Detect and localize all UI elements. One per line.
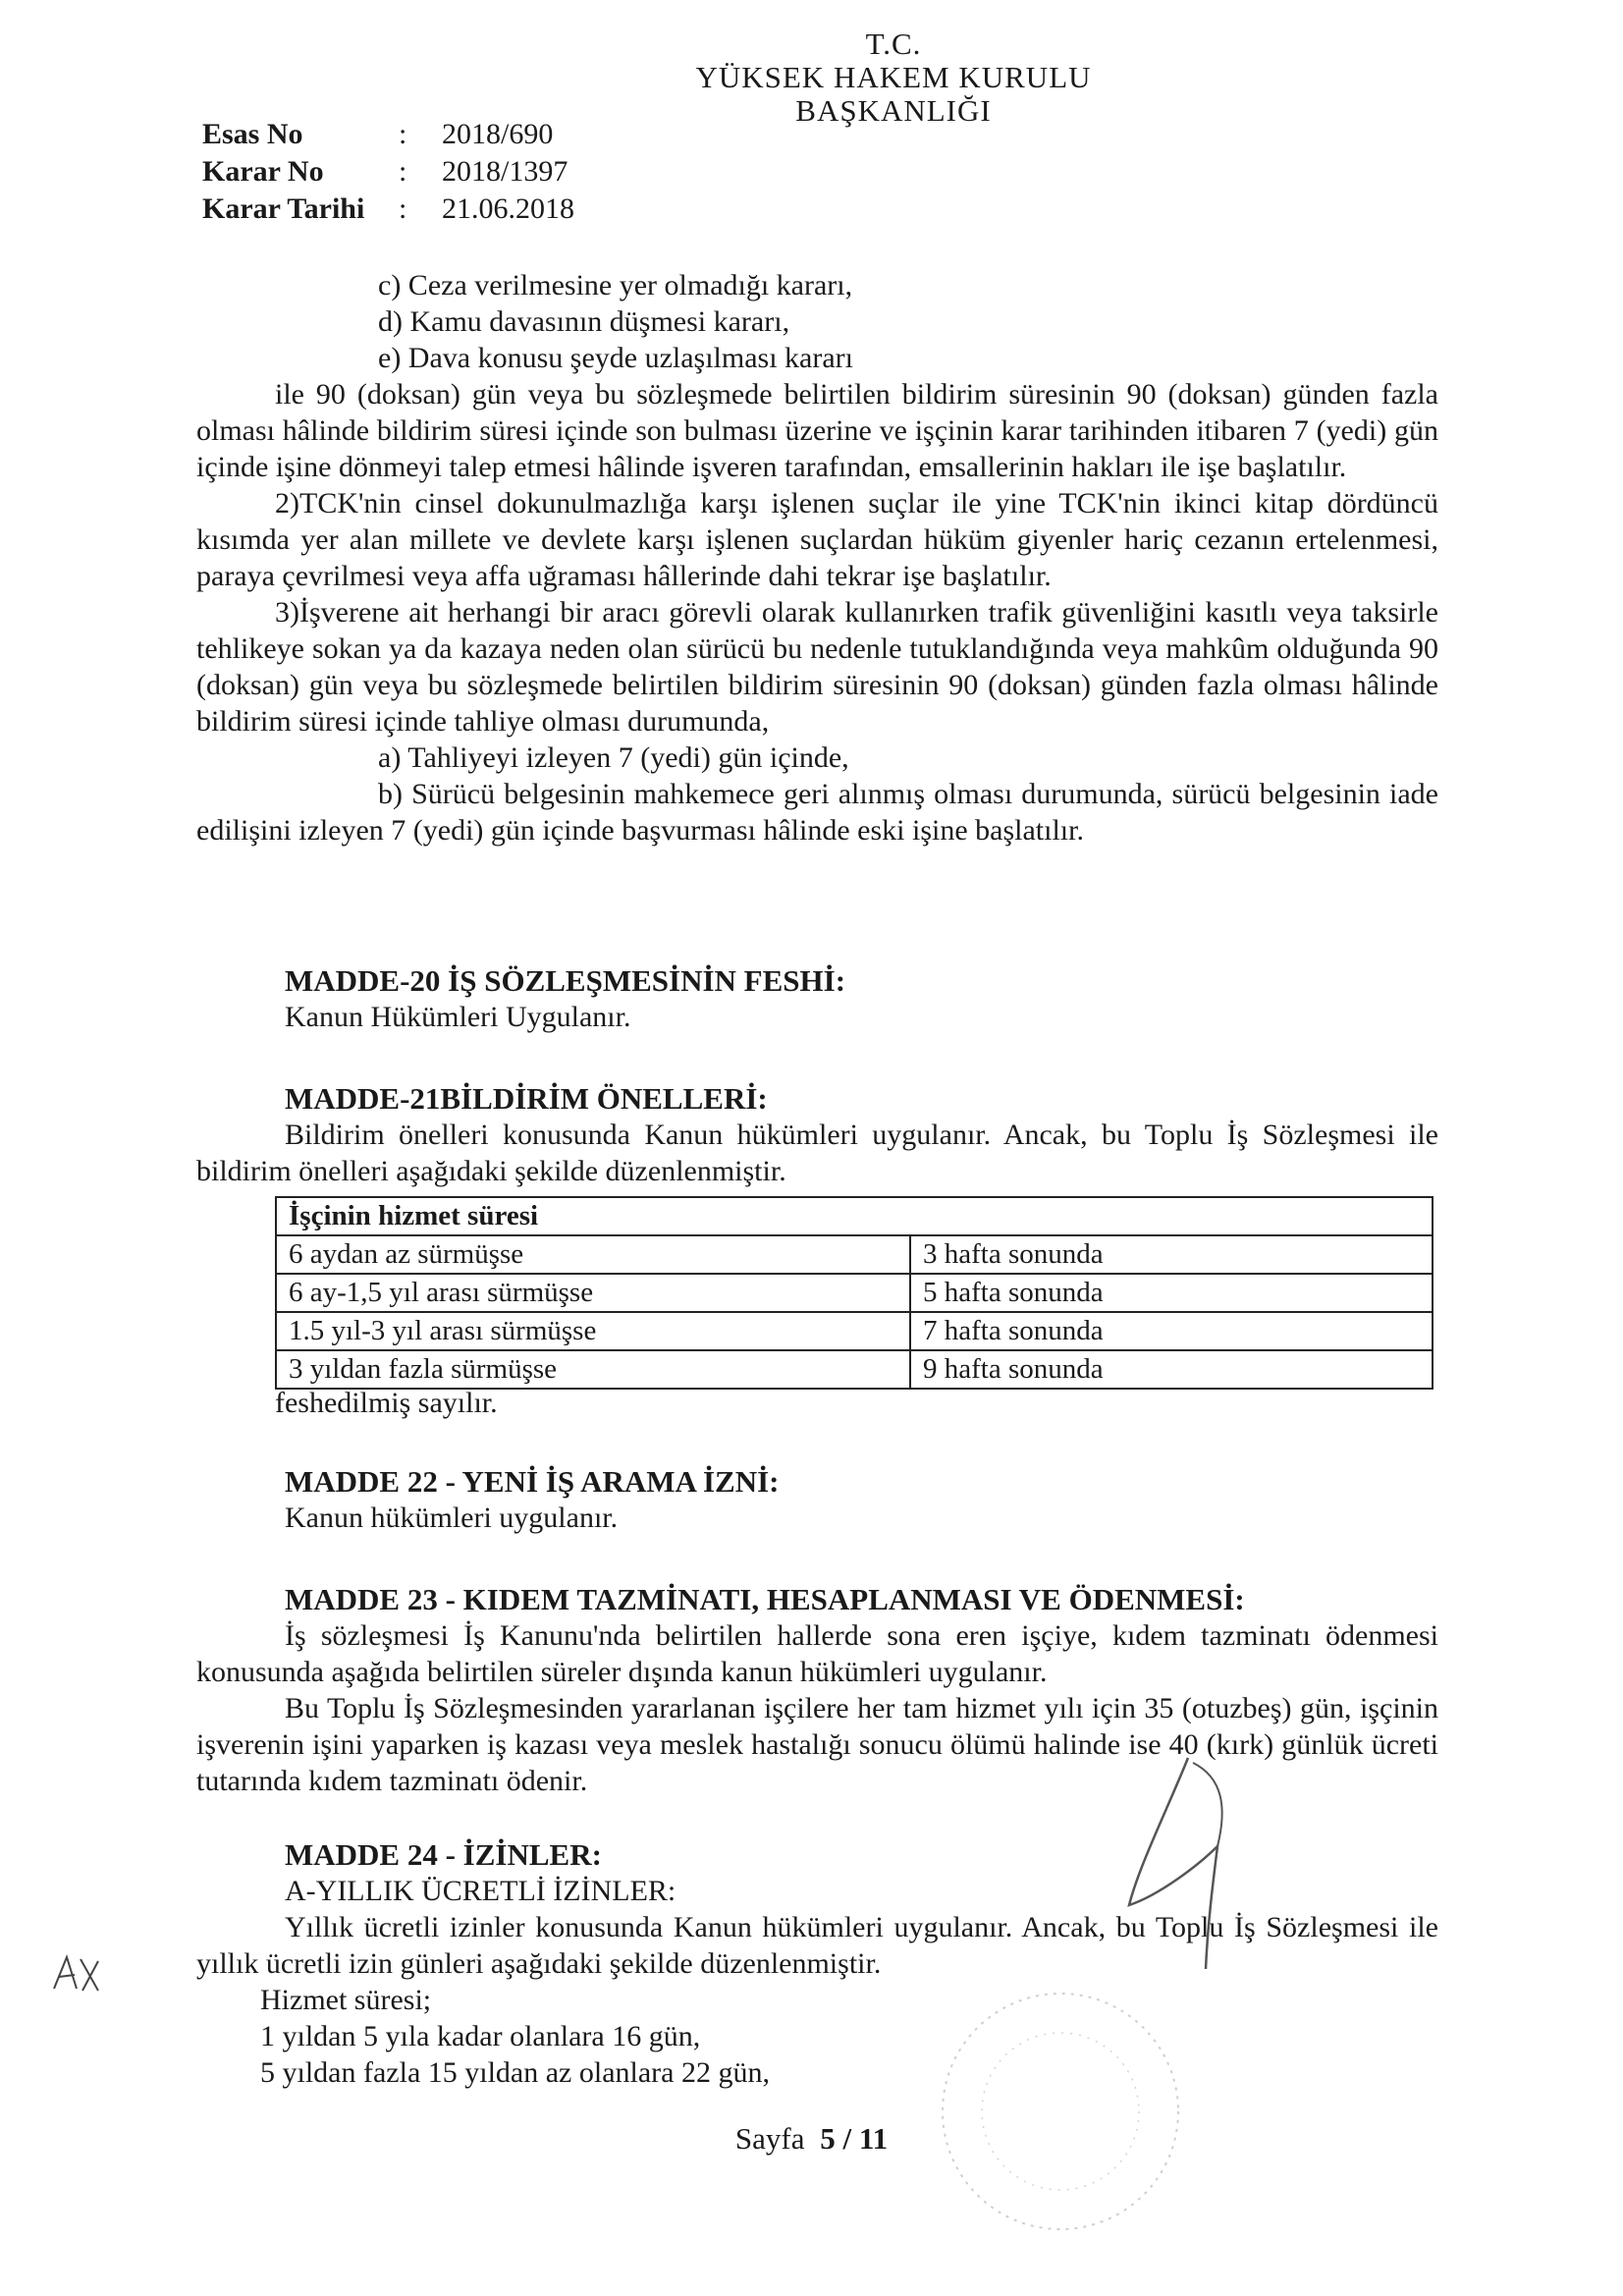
madde-20-text: Kanun Hükümleri Uygulanır.: [285, 1001, 631, 1033]
item-a: a) Tahliyeyi izleyen 7 (yedi) gün içinde,: [378, 741, 849, 774]
table-cell-sure: 6 ay-1,5 yıl arası sürmüşse: [276, 1274, 910, 1312]
paragraph-1: ile 90 (doksan) gün veya bu sözleşmede belirtilen bildirim süresinin 90 (doksan) günden fazla olması hâlinde bildirim süresi içinde son bulması üzerine ve işçinin karar tarihinden itibaren 7 (yedi) gün içinde işine dönmeyi talep etmesi hâlinde işveren tarafından, emsallerinin hakları ile işe başlatılır.: [196, 378, 1438, 483]
madde-23-heading: MADDE 23 - KIDEM TAZMİNATI, HESAPLANMASI VE ÖDENMESİ:: [285, 1582, 1245, 1616]
madde-20-heading: MADDE-20 İŞ SÖZLEŞMESİNİN FESHİ:: [285, 963, 846, 998]
esas-value: 2018/690: [442, 118, 554, 150]
page-number: 5 / 11: [820, 2121, 889, 2156]
madde-22: [196, 1463, 1438, 1536]
table-cell-sure: 6 aydan az sürmüşse: [276, 1235, 910, 1274]
paragraph-3: 3)İşverene ait herhangi bir aracı görevli olarak kullanırken trafik güvenliğini kasıtlı veya taksirle tehlikeye sokan ya da kazaya neden olan sürücü bu nedenle tutuklandığında veya mahkûm olduğunda 90 (doksan) gün veya bu sözleşmede belirtilen bildirim süresinin 90 (doksan) günden fazla olması hâlinde bildirim süresi içinde tahliye olması durumunda,: [196, 596, 1438, 738]
item-d: d) Kamu davasının düşmesi kararı,: [378, 305, 790, 338]
stamp-mark: [923, 1964, 1198, 2259]
table-row: [276, 1350, 1433, 1389]
table-cell-sure: 1.5 yıl-3 yıl arası sürmüşse: [276, 1312, 910, 1350]
footer-label: Sayfa: [734, 2121, 805, 2156]
table-cell-sure: 3 yıldan fazla sürmüşse: [276, 1350, 910, 1389]
tarih-value: 21.06.2018: [442, 192, 574, 225]
madde-21-text: Bildirim önelleri konusunda Kanun hükümleri uygulanır. Ancak, bu Toplu İş Sözleşmesi ile bildirim önelleri aşağıdaki şekilde düzenlenmiştir.: [196, 1119, 1438, 1187]
madde-24-l2: 5 yıldan fazla 15 yıldan az olanlara 22 gün,: [260, 2056, 770, 2089]
esas-label: Esas No: [202, 118, 303, 150]
document-header: [550, 27, 1237, 128]
header-institution: YÜKSEK HAKEM KURULU: [695, 60, 1092, 94]
table-cell-hafta: 5 hafta sonunda: [910, 1274, 1433, 1312]
bildirim-table: [275, 1196, 1434, 1390]
colon: :: [399, 118, 407, 150]
madde-21-after-text: feshedilmiş sayılır.: [275, 1387, 498, 1419]
table-cell-hafta: 3 hafta sonunda: [910, 1235, 1433, 1274]
item-e: e) Dava konusu şeyde uzlaşılması kararı: [378, 342, 853, 374]
madde-21-heading: MADDE-21BİLDİRİM ÖNELLERİ:: [285, 1081, 768, 1116]
madde-24-hizmet: Hizmet süresi;: [260, 1984, 432, 2016]
table-cell-hafta: 9 hafta sonunda: [910, 1350, 1433, 1389]
item-b: b) Sürücü belgesinin mahkemece geri alınmış olması durumunda, sürücü belgesinin iade edilişini izleyen 7 (yedi) gün içinde başvurması hâlinde eski işine başlatılır.: [196, 778, 1438, 847]
table-row: [276, 1235, 1433, 1274]
madde-21: [196, 1080, 1438, 1189]
madde-22-heading: MADDE 22 - YENİ İŞ ARAMA İZNİ:: [285, 1464, 780, 1499]
header-baskanlik: BAŞKANLIĞI: [795, 93, 992, 128]
header-tc: T.C.: [865, 27, 922, 61]
madde-24-l1: 1 yıldan 5 yıla kadar olanlara 16 gün,: [260, 2020, 701, 2052]
colon: :: [399, 192, 407, 225]
colon: :: [399, 155, 407, 188]
case-metadata: [202, 116, 574, 228]
table-cell-hafta: 7 hafta sonunda: [910, 1312, 1433, 1350]
madde-24-sub: A-YILLIK ÜCRETLİ İZİNLER:: [285, 1875, 676, 1907]
table-row: [276, 1312, 1433, 1350]
madde-24-p1: Yıllık ücretli izinler konusunda Kanun hükümleri uygulanır. Ancak, bu Toplu İş Sözleşmesi ile yıllık ücretli izin günleri aşağıdaki şekilde düzenlenmiştir.: [196, 1911, 1438, 1980]
madde-22-text: Kanun hükümleri uygulanır.: [285, 1502, 619, 1534]
table-row: [276, 1274, 1433, 1312]
madde-23-p1: İş sözleşmesi İş Kanunu'nda belirtilen hallerde sona eren işçiye, kıdem tazminatı ödenmesi konusunda aşağıda belirtilen süreler dışında kanun hükümleri uygulanır.: [196, 1619, 1438, 1688]
page-footer: [0, 2121, 1623, 2157]
karar-label: Karar No: [202, 155, 324, 188]
madde-24-heading: MADDE 24 - İZİNLER:: [285, 1837, 602, 1872]
table-header: İşçinin hizmet süresi: [276, 1197, 1433, 1235]
madde-23-p2: Bu Toplu İş Sözleşmesinden yararlanan işçilere her tam hizmet yılı için 35 (otuzbeş) gün, işçinin işverenin işini yaparken iş kazası veya meslek hastalığı sonucu ölümü halinde ise 40 (kırk) günlük ücreti tutarında kıdem tazminatı ödenir.: [196, 1692, 1438, 1797]
item-c: c) Ceza verilmesine yer olmadığı kararı,: [378, 269, 853, 301]
initials-mark: [49, 1949, 108, 1998]
paragraph-2: 2)TCK'nin cinsel dokunulmazlığa karşı işlenen suçlar ile yine TCK'nin ikinci kitap dördüncü kısımda yer alan millete ve devlete karşı işlenen suçlardan hüküm giyenler hariç cezanın ertelenmesi, paraya çevrilmesi veya affa uğraması hâllerinde dahi tekrar işe başlatılır.: [196, 487, 1438, 592]
tarih-label: Karar Tarihi: [202, 192, 365, 225]
section-continuation: [196, 267, 1438, 848]
madde-21-after: [196, 1385, 1438, 1421]
karar-value: 2018/1397: [442, 155, 568, 188]
madde-20: [196, 962, 1438, 1035]
signature-mark: [1100, 1748, 1257, 1974]
